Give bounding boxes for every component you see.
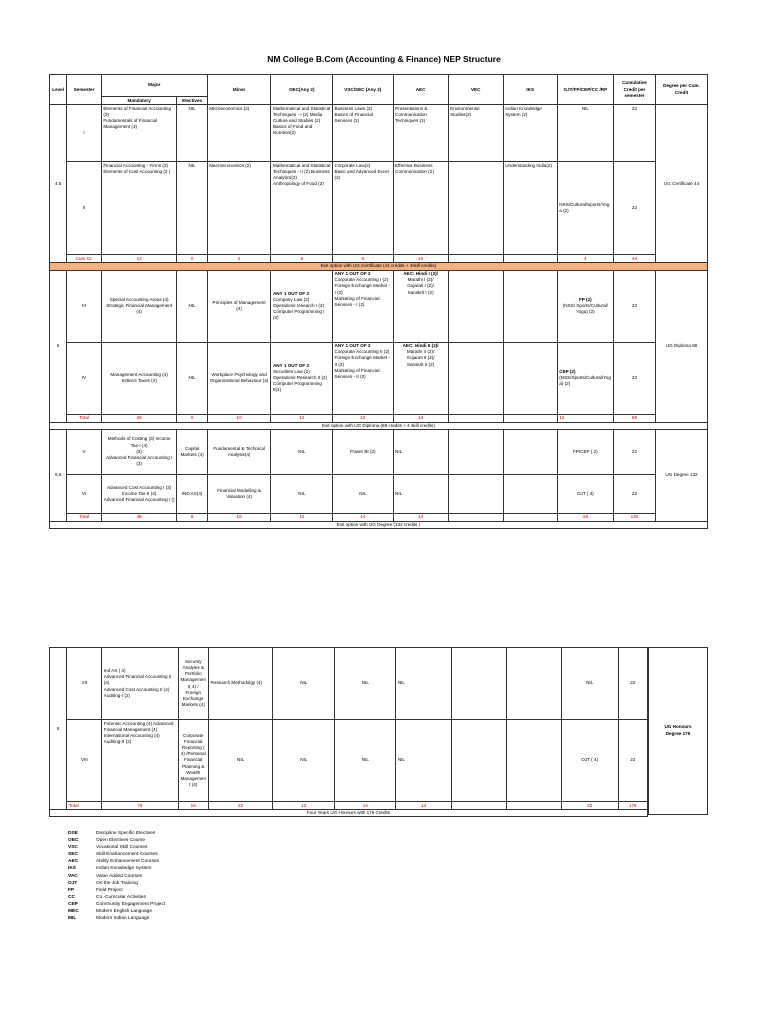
degree-cell — [648, 647, 708, 815]
total-vsc: 12 — [333, 414, 394, 422]
minor-cell: Research Methodolgy (4) — [208, 648, 272, 720]
total-aec: 14 — [393, 513, 448, 521]
ojt-cell: NSS/Cultural/Sports/Yoga (2) — [557, 162, 613, 255]
level-cell: 5.5 — [50, 429, 67, 521]
legend-abbr: OJT — [68, 880, 78, 886]
vec-cell — [448, 162, 503, 255]
cum-ojt: 4 — [557, 255, 613, 263]
ojt-type: CEP (2) — [559, 368, 576, 374]
cum-credit: 44 — [613, 255, 655, 263]
legend-item — [68, 901, 165, 908]
exit-row — [50, 422, 708, 429]
aec-cell: NIL — [396, 648, 452, 720]
aec-cell: NIL — [393, 474, 448, 513]
legend-text: Co -Curricular Activities — [96, 894, 146, 900]
total-credit: 88 — [613, 414, 655, 422]
ojt-type: FP (2) — [578, 296, 592, 302]
elective-cell: NIL — [177, 342, 207, 414]
credit-cell: 22 — [613, 105, 655, 162]
aec-cell: NIL — [396, 720, 452, 802]
exit-option-degree: Exit option with UG Degree (132 credits ) — [50, 522, 708, 529]
major-cell: Special Accounting Areas (4) Strategic Financial Management (4) — [101, 270, 177, 342]
semester-cell: III — [67, 270, 102, 342]
credit-cell: 22 — [618, 720, 648, 802]
cum-iks — [503, 255, 557, 263]
total-vec — [451, 802, 507, 810]
oec-options: Securities Law (2) Operations Research II (2) Computer Programming II(2) — [272, 368, 328, 393]
oec-choice-note: ANY 1 OUT OF 3 — [272, 362, 309, 368]
iks-cell — [503, 429, 557, 474]
legend-text: Open Electives Course — [96, 838, 146, 844]
semester-cell: VIII — [67, 720, 102, 802]
elective-cell: Security Analysis & Portfolio Managemen t( 4) / Foreign Exchange Markets (4) — [178, 648, 208, 720]
legend-item — [68, 873, 165, 880]
header-minor: Minor — [207, 75, 271, 105]
legend-abbr: FP — [68, 887, 75, 893]
total-ojt: 12 — [557, 414, 613, 422]
elective-cell: NIL — [177, 270, 207, 342]
aec-cell — [393, 270, 448, 342]
legend-abbr: VAC — [68, 873, 78, 879]
vec-cell — [448, 429, 503, 474]
header-credit: Cumulative Credit per semester — [613, 75, 655, 105]
minor-cell: Principles of Management (4) — [207, 270, 271, 342]
legend-item — [68, 858, 165, 865]
major-cell: Advanced Cost Accounting I (3) Income Tax-II (4) Advanced Financial Accounting I () — [101, 474, 177, 513]
ojt-cell — [557, 342, 613, 414]
vsc-cell: Business Laws (2) Basics of Financial Services (2) — [333, 105, 394, 162]
legend-abbr: AEC — [68, 859, 79, 865]
total-vec — [448, 513, 503, 521]
vec-cell: Environmental Studies(2) — [448, 105, 503, 162]
total-iks — [507, 802, 561, 810]
legend-abbr: CEP — [68, 901, 78, 907]
header-aec: AEC — [393, 75, 448, 105]
exit-row — [50, 810, 648, 817]
elective-cell: NIL — [177, 105, 207, 162]
vsc-options: Corporate Accounting II (2) Foreign Exchange Market - II (2) Marketing of Financial Services - II (2) — [334, 349, 390, 379]
legend-abbr: MEC — [68, 909, 79, 915]
aec-options: Marathi I (2)/ Gujarati I (2)/ Sanskrit I (2) — [407, 277, 434, 295]
vec-cell — [448, 342, 503, 414]
legend-text: Ability Enhancement Courses — [96, 859, 159, 865]
total-credit: 176 — [618, 802, 648, 810]
exit-option-honours: Four Years UG Honours with 176 Credits — [50, 810, 648, 817]
aec-cell: Effective Business Communication (2) — [393, 162, 448, 255]
total-vsc: 14 — [335, 802, 396, 810]
exit-row — [50, 522, 708, 529]
semester-cell: II — [67, 162, 102, 255]
table-row — [50, 105, 708, 162]
iks-cell — [503, 342, 557, 414]
aec-cell: NIL — [393, 429, 448, 474]
aec-choice-note: AEC: Hindi I (2)/ — [403, 271, 438, 277]
cum-oec: 8 — [271, 255, 333, 263]
iks-cell: Indian Knowledge System (2) — [503, 105, 557, 162]
aec-cell: Presentations & Communication Techniques (2) — [393, 105, 448, 162]
total-major: 48 — [101, 513, 177, 521]
total-major: 28 — [101, 414, 177, 422]
total-label: Total — [67, 802, 102, 810]
legend-text: Discipline Specific Electives — [96, 831, 156, 836]
legend-item — [68, 894, 165, 901]
cumulative-row — [50, 255, 708, 263]
total-credit: 132 — [613, 513, 655, 521]
vec-cell — [448, 270, 503, 342]
legend-item — [68, 865, 165, 872]
semester-cell: IV — [67, 342, 102, 414]
total-iks — [503, 414, 557, 422]
header-oec: OEC(Any 2) — [271, 75, 333, 105]
iks-cell — [503, 270, 557, 342]
ojt-cell: NIL — [557, 105, 613, 162]
legend-text: Value Added Courses — [96, 873, 143, 879]
vec-cell — [451, 648, 507, 720]
cum-minor: 2 — [207, 255, 271, 263]
total-iks — [503, 513, 557, 521]
oec-cell: NIL — [271, 429, 333, 474]
degree-cell: UG Degree 132 — [656, 429, 708, 521]
ojt-options: (NSS/Sports/Cultural/Yoga) (2) — [559, 374, 611, 387]
ojt-cell: NIL — [561, 648, 618, 720]
oec-cell: NIL — [271, 474, 333, 513]
total-oec: 12 — [271, 513, 333, 521]
legend-text: Community Engagement Project — [96, 901, 166, 907]
cum-major: 12 — [101, 255, 177, 263]
major-cell: Methods of Costing (3) Income Tax-I (4) (3) Advanced Financial Accounting I (3) — [101, 429, 177, 474]
table-row — [50, 474, 708, 513]
minor-cell: Microeconomics (2) — [207, 105, 271, 162]
minor-cell: Workplace Psychology and Organizational Behaviour (4) — [207, 342, 271, 414]
total-elective: 0 — [177, 414, 207, 422]
semester-cell: V — [67, 429, 102, 474]
total-vsc: 14 — [333, 513, 394, 521]
cum-elective: 0 — [177, 255, 207, 263]
vsc-cell: NIL — [335, 720, 396, 802]
minor-cell: Fundamental & Technical Analysis(4) — [207, 429, 271, 474]
vsc-cell: NIL — [333, 474, 394, 513]
vsc-options: Corporate Accounting I (2) Foreign Exchange Market - I (2) Marketing of Financial Services - I (2) — [334, 277, 390, 307]
minor-cell: NIL — [208, 720, 272, 802]
header-electives: Electives — [177, 97, 207, 105]
header-vec: VEC — [448, 75, 503, 105]
vsc-cell: Power BI (2) — [333, 429, 394, 474]
header-iks: IKS — [503, 75, 557, 105]
iks-cell — [507, 720, 561, 802]
oec-cell: Mathematical and Statistical Techniques - II (2) Business Analytics(2) Anthropology of Food (2) — [271, 162, 333, 255]
total-label: Total — [67, 513, 102, 521]
iks-cell: Understanding India(2) — [503, 162, 557, 255]
legend-text: On the Job Training — [96, 880, 138, 886]
degree-cell: UG Diploma 88 — [656, 270, 708, 422]
credit-cell: 22 — [613, 270, 655, 342]
total-elective: 16 — [178, 802, 208, 810]
total-aec: 14 — [396, 802, 452, 810]
credit-cell: 22 — [618, 648, 648, 720]
level-cell: 4.5 — [50, 105, 67, 263]
oec-cell — [271, 342, 333, 414]
total-minor: 22 — [208, 802, 272, 810]
header-vsc: VSC/SEC (Any 2) — [333, 75, 394, 105]
minor-cell: Financial Modelling & Valuation (4) — [207, 474, 271, 513]
oec-choice-note: ANY 1 OUT OF 3 — [272, 290, 309, 296]
header-row — [50, 75, 708, 97]
total-row — [50, 802, 648, 810]
legend-item — [68, 915, 165, 922]
total-label: Total — [67, 414, 102, 422]
total-minor: 18 — [207, 513, 271, 521]
legend-text: Indian Knowledge System — [96, 866, 152, 872]
vsc-cell: NIL — [335, 648, 396, 720]
cum-vsc: 8 — [333, 255, 394, 263]
ojt-options: (NSS/ Sports/Cultural/ Yoga) (2) — [562, 302, 608, 315]
legend-text: Field Project — [96, 887, 123, 893]
legend-text: Vocational Skill Courses — [96, 845, 148, 851]
legend-abbr: IKS — [68, 866, 76, 872]
legend-abbr: MIL — [68, 916, 77, 922]
semester-cell: VII — [67, 648, 102, 720]
exit-option-diploma: Exit option with UG Diploma (88 credits + 4 skill credits) — [50, 422, 708, 429]
vsc-choice-note: ANY 1 OUT OF 3 — [334, 343, 371, 349]
table-row — [50, 648, 648, 720]
legend-abbr: VSC — [68, 845, 78, 851]
legend-text: Modern Indian Language — [96, 916, 150, 922]
elective-cell: IND AS(4) — [177, 474, 207, 513]
minor-cell: Macroeconomics (2) — [207, 162, 271, 255]
iks-cell — [503, 474, 557, 513]
total-row — [50, 414, 708, 422]
vsc-choice-note: ANY 1 OUT OF 3 — [334, 271, 371, 277]
abbreviation-legend — [68, 830, 165, 922]
total-row — [50, 513, 708, 521]
legend-item — [68, 837, 165, 844]
oec-cell: NIL — [273, 648, 335, 720]
ojt-cell: OJT ( 4) — [557, 474, 613, 513]
cum-label: Cum Cr. — [67, 255, 102, 263]
legend-item — [68, 880, 165, 887]
total-ojt: 22 — [561, 802, 618, 810]
aec-cell — [393, 342, 448, 414]
level-cell: 6 — [50, 648, 67, 810]
vec-cell — [448, 474, 503, 513]
semester-cell: I — [67, 105, 102, 162]
aec-choice-note: AEC: Hindi II (2)/ — [402, 343, 439, 349]
legend-item — [68, 851, 165, 858]
page-title: NM College B.Com (Accounting & Finance) NEP Structure — [267, 54, 501, 64]
credit-cell: 22 — [613, 342, 655, 414]
aec-options: Marathi II (2)/ Gujarati II (2)/ Sanskrit II (2) — [406, 349, 435, 367]
degree-cell: UG Certificate 44 — [656, 105, 708, 263]
major-cell: Forensic Accounting (4) Advanced Financial Management (4) International Accounting (4) Auditing-II (2) — [102, 720, 178, 802]
credit-cell: 22 — [613, 162, 655, 255]
vsc-cell — [333, 342, 394, 414]
legend-abbr: DSE — [68, 831, 78, 836]
legend-item — [68, 830, 165, 837]
ojt-cell: FP/CEP ( 2) — [557, 429, 613, 474]
vsc-cell: Corporate Law(2) Basic and Advanced Excel (2) — [333, 162, 394, 255]
legend-text: Modern English Language — [96, 909, 153, 915]
vec-cell — [451, 720, 507, 802]
semester-cell: VI — [67, 474, 102, 513]
legend-item — [68, 887, 165, 894]
oec-cell: NIL — [273, 720, 335, 802]
total-ojt: 18 — [557, 513, 613, 521]
legend-abbr: OEC — [68, 838, 79, 844]
ojt-cell: OJT ( 4) — [561, 720, 618, 802]
legend-abbr: SEC — [68, 852, 78, 858]
oec-cell — [271, 270, 333, 342]
credit-cell: 22 — [613, 474, 655, 513]
oec-options: Company Law (2) Operations research I (2) Computer Programming I (2) — [272, 296, 325, 321]
table-row — [50, 720, 648, 802]
legend-abbr: CC — [68, 894, 75, 900]
major-cell: Ind AS ( 4) Advanced Financial Accounting II (4) Advanced Cost Accounting II (4) Auditing-I (2) — [102, 648, 178, 720]
structure-table-2 — [49, 647, 648, 817]
major-cell: Management Accounting (4) Indirect Taxes (4) — [101, 342, 177, 414]
total-elective: 8 — [177, 513, 207, 521]
cum-vec — [448, 255, 503, 263]
header-mandatory: Mandatory — [101, 97, 177, 105]
major-cell: Financial Accounting - Firms (3) Elements of Cost Accounting (3 ) — [101, 162, 177, 255]
cum-aec: 10 — [393, 255, 448, 263]
level-cell: 5 — [50, 270, 67, 422]
legend-item — [68, 908, 165, 915]
total-minor: 10 — [207, 414, 271, 422]
ojt-cell — [557, 270, 613, 342]
table-row — [50, 342, 708, 414]
elective-cell: Corporate Financial Reporting ( 4) /Personal Financial Planning & Wealth Managemen t (4) — [178, 720, 208, 802]
degree-label: UG Honours Degree 176 — [664, 724, 692, 736]
elective-cell: NIL — [177, 162, 207, 255]
table-row — [50, 270, 708, 342]
total-aec: 14 — [393, 414, 448, 422]
table-row — [50, 162, 708, 255]
header-level: Level — [50, 75, 67, 105]
total-oec: 12 — [273, 802, 335, 810]
total-major: 76 — [102, 802, 178, 810]
legend-text: Skill Enahancement Courses — [96, 852, 158, 858]
exit-option-certificate: Exit option with UG Certificate (44 credits + 4skill credits) — [50, 263, 708, 270]
header-major: Major — [101, 75, 207, 97]
header-degree: Degree per Cum. Credit — [656, 75, 708, 105]
exit-row — [50, 263, 708, 270]
vsc-cell — [333, 270, 394, 342]
total-oec: 12 — [271, 414, 333, 422]
total-vec — [448, 414, 503, 422]
header-ojt: OJT/FP/CEP/CC /RP — [557, 75, 613, 105]
iks-cell — [507, 648, 561, 720]
major-cell: Elements of Financial Accounting (3) Fundamentals of Financial Management (3) — [101, 105, 177, 162]
header-semester: Semester — [67, 75, 102, 105]
legend-item — [68, 844, 165, 851]
structure-table-1 — [49, 74, 708, 529]
oec-cell: Mathematical and Statistical Techniques - I (2) Media Culture and Studies (2) Basics of Food and Nutrition(2) — [271, 105, 333, 162]
table-row — [50, 429, 708, 474]
elective-cell: Capital Markets (4) — [177, 429, 207, 474]
credit-cell: 22 — [613, 429, 655, 474]
